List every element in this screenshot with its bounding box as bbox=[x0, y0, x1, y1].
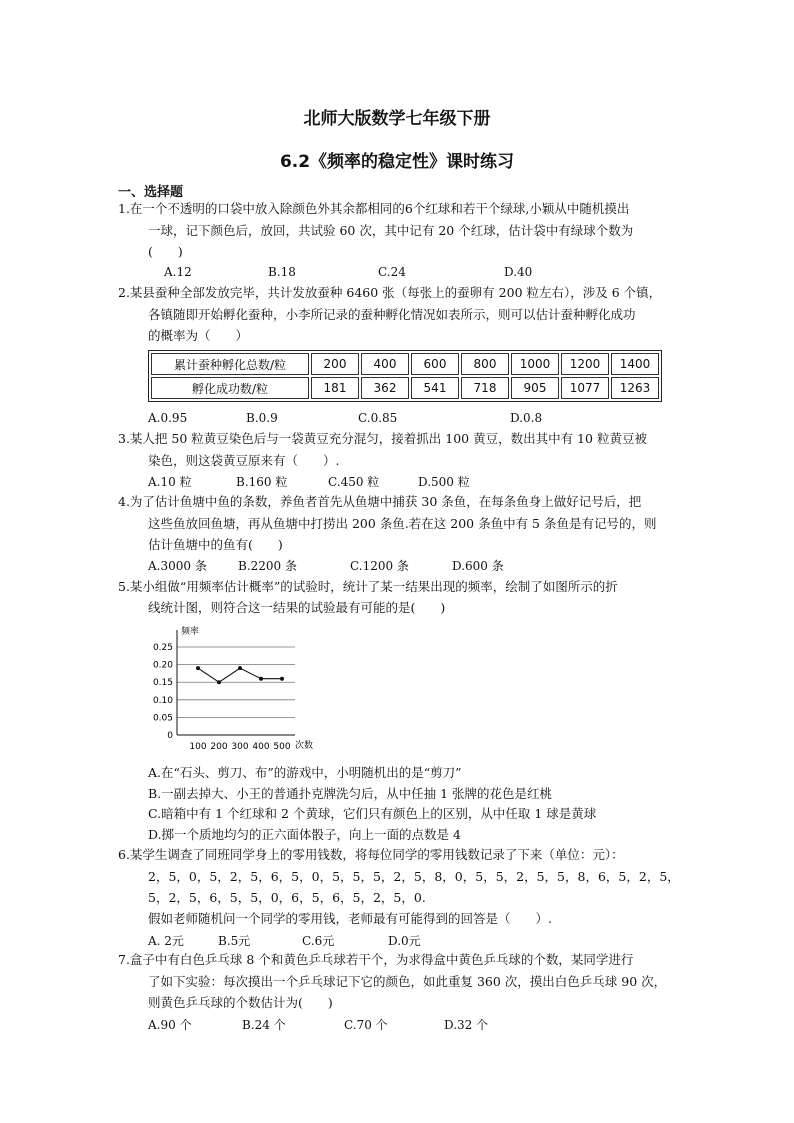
y-tick-label: 0.05 bbox=[152, 713, 173, 724]
question-3-line-1: 3.某人把 50 粒黄豆染色后与一袋黄豆充分混匀，接着抓出 100 黄豆，数出其中有 10 粒黄豆被 bbox=[118, 431, 647, 446]
y-tick-label: 0.10 bbox=[152, 695, 173, 706]
data-point bbox=[196, 666, 200, 670]
question-4-line-2: 这些鱼放回鱼塘，再从鱼塘中打捞出 200 条鱼.若在这 200 条鱼中有 5 条鱼是有记号的，则 bbox=[148, 516, 657, 531]
option-c: C.1200 条 bbox=[350, 559, 409, 573]
y-tick-label: 0.25 bbox=[152, 643, 173, 654]
question-2-line-3: 的概率为（ ） bbox=[148, 328, 249, 343]
table-row bbox=[151, 377, 659, 399]
question-4-line-3: 估计鱼塘中的鱼有( ) bbox=[148, 537, 283, 552]
table-cell: 600 bbox=[411, 353, 459, 375]
x-tick-label: 500 bbox=[273, 742, 291, 752]
option-b: B.2200 条 bbox=[238, 559, 297, 573]
question-4-line-1: 4.为了估计鱼塘中鱼的条数，养鱼者首先从鱼塘中捕获 30 条鱼，在每条鱼身上做好记号后，把 bbox=[118, 494, 642, 509]
question-6-line-1: 6.某学生调查了同班同学身上的零用钱数，将每位同学的零用钱数记录了下来（单位：元）： bbox=[118, 847, 624, 862]
question-6-line-4: 假如老师随机问一个同学的零用钱，老师最有可能得到的回答是（ ）. bbox=[148, 911, 552, 926]
table-cell: 718 bbox=[461, 377, 509, 399]
y-tick-label: 0 bbox=[167, 731, 173, 741]
question-7-line-3: 则黄色乒乓球的个数估计为( ) bbox=[148, 995, 333, 1010]
data-point bbox=[238, 666, 242, 670]
option-a: A.0.95 bbox=[148, 411, 188, 425]
y-tick-labels bbox=[153, 643, 173, 741]
question-6-line-2: 2，5，0，5，2，5，6，5，0，5，5，5，2，5，8，0，5，5，2，5，5，8，6，5，2，5， bbox=[148, 869, 680, 884]
option-a: A.12 bbox=[164, 265, 192, 279]
y-tick-label: 0.15 bbox=[152, 678, 173, 689]
table-cell: 362 bbox=[361, 377, 409, 399]
question-7-line-1: 7.盒子中有白色乒乓球 8 个和黄色乒乓球若干个，为求得盒中黄色乒乓球的个数，某同学进行 bbox=[118, 952, 634, 967]
option-b: B.0.9 bbox=[246, 411, 278, 425]
section-heading: 一、选择题 bbox=[118, 185, 184, 200]
option-a: A.10 粒 bbox=[148, 475, 192, 489]
table-cell: 1263 bbox=[611, 377, 659, 399]
x-tick-label: 300 bbox=[231, 742, 249, 752]
question-6-line-3: 5，2，5，6，5，5，0，6，5，6，5，2，5，0. bbox=[148, 890, 426, 905]
frequency-line-chart bbox=[145, 620, 335, 755]
question-1-line-1: 1.在一个不透明的口袋中放入除颜色外其余都相同的6个红球和若干个绿球,小颖从中随机摸出 bbox=[118, 201, 630, 216]
option-d: D.40 bbox=[504, 265, 533, 279]
option-d: D.600 条 bbox=[452, 559, 504, 573]
option-d: D.32 个 bbox=[444, 1018, 489, 1032]
x-tick-label: 400 bbox=[252, 742, 270, 752]
table-row bbox=[151, 353, 659, 375]
table-cell: 1077 bbox=[561, 377, 609, 399]
x-axis-label: 次数 bbox=[295, 741, 314, 751]
option-c: C.24 bbox=[378, 265, 406, 279]
table-cell: 1400 bbox=[611, 353, 659, 375]
table-cell: 800 bbox=[461, 353, 509, 375]
option-b: B.18 bbox=[268, 265, 296, 279]
data-point bbox=[280, 677, 284, 681]
option-d: D.500 粒 bbox=[418, 475, 470, 489]
question-2-line-2: 各镇随即开始孵化蚕种，小李所记录的蚕种孵化情况如表所示，则可以估计蚕种孵化成功 bbox=[148, 307, 636, 322]
chart-grid bbox=[177, 647, 295, 717]
y-tick-label: 0.20 bbox=[152, 660, 173, 671]
option-b: B.5元 bbox=[218, 934, 251, 948]
hatching-table bbox=[148, 350, 662, 402]
row-2-label: 孵化成功数/粒 bbox=[151, 377, 309, 399]
option-d: D.0.8 bbox=[510, 411, 543, 425]
question-5-line-2: 线统计图，则符合这一结果的试验最有可能的是( ) bbox=[148, 600, 446, 615]
data-point bbox=[217, 680, 221, 684]
option-a: A.3000 条 bbox=[148, 559, 207, 573]
question-1-line-2: 一球，记下颜色后，放回，共试验 60 次，其中记有 20 个红球，估计袋中有绿球个数为 bbox=[148, 223, 634, 238]
x-tick-labels bbox=[189, 742, 290, 752]
option-a: A.90 个 bbox=[148, 1018, 192, 1032]
x-tick-label: 100 bbox=[189, 742, 207, 752]
option-c: C.0.85 bbox=[358, 411, 398, 425]
table-cell: 905 bbox=[511, 377, 559, 399]
data-point bbox=[259, 677, 263, 681]
page-title: 北师大版数学七年级下册 bbox=[303, 109, 491, 129]
table-cell: 541 bbox=[411, 377, 459, 399]
table-cell: 181 bbox=[311, 377, 359, 399]
question-7-line-2: 了如下实验：每次摸出一个乒乓球记下它的颜色，如此重复 360 次，摸出白色乒乓球 90 次， bbox=[148, 974, 667, 989]
question-2-line-1: 2.某县蚕种全部发放完毕，共计发放蚕种 6460 张（每张上的蚕卵有 200 粒左右），涉及 6 个镇， bbox=[118, 285, 662, 300]
table-cell: 400 bbox=[361, 353, 409, 375]
y-axis-label: 频率 bbox=[181, 627, 200, 637]
question-1-line-3: ( ) bbox=[148, 244, 183, 259]
row-1-label: 累计蚕种孵化总数/粒 bbox=[151, 353, 309, 375]
option-b: B.160 粒 bbox=[236, 475, 288, 489]
option-b: B.24 个 bbox=[242, 1018, 286, 1032]
question-5-option-b: B.一副去掉大、小王的普通扑克牌洗匀后，从中任抽 1 张牌的花色是红桃 bbox=[148, 786, 553, 801]
question-5-line-1: 5.某小组做“用频率估计概率”的试验时，统计了某一结果出现的频率，绘制了如图所示的折 bbox=[118, 579, 618, 594]
page-subtitle: 6.2《频率的稳定性》课时练习 bbox=[279, 152, 515, 172]
table-cell: 200 bbox=[311, 353, 359, 375]
question-5-option-c: C.暗箱中有 1 个红球和 2 个黄球，它们只有颜色上的区别，从中任取 1 球是黄球 bbox=[148, 806, 597, 821]
table-cell: 1200 bbox=[561, 353, 609, 375]
option-d: D.0元 bbox=[388, 934, 421, 948]
x-tick-label: 200 bbox=[210, 742, 228, 752]
option-c: C.70 个 bbox=[344, 1018, 388, 1032]
question-5-option-a: A.在“石头、剪刀、布”的游戏中，小明随机出的是“剪刀” bbox=[148, 765, 462, 780]
table-cell: 1000 bbox=[511, 353, 559, 375]
option-c: C.450 粒 bbox=[328, 475, 380, 489]
chart-series bbox=[196, 666, 284, 684]
series-line bbox=[198, 668, 282, 682]
question-3-line-2: 染色，则这袋黄豆原来有（ ）. bbox=[148, 453, 340, 468]
option-a: A. 2元 bbox=[148, 934, 184, 948]
option-c: C.6元 bbox=[302, 934, 335, 948]
question-5-option-d: D.掷一个质地均匀的正六面体骰子，向上一面的点数是 4 bbox=[148, 827, 461, 842]
